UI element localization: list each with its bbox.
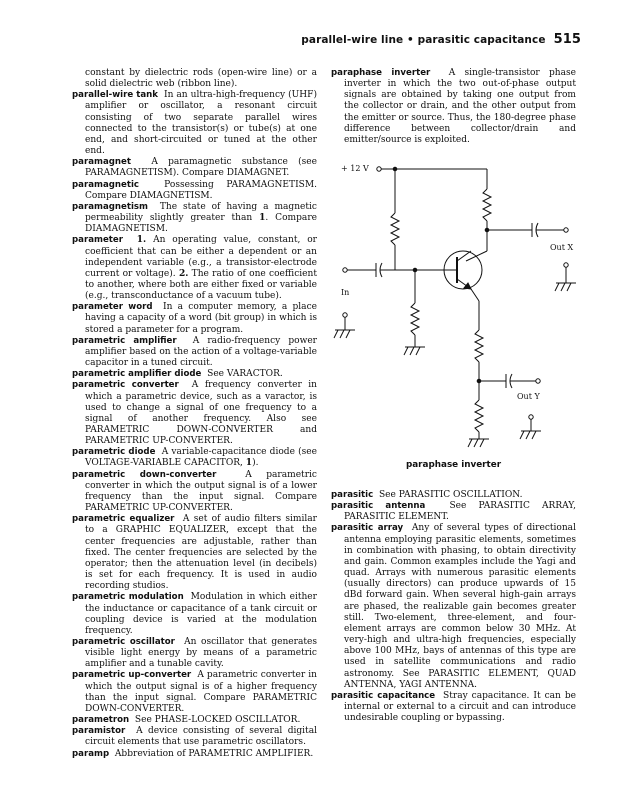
entry-text: A set of audio filters similar to a GRAPHIC EQUALIZER, except that the center frequencies are adjustable, rather than fixed. The center frequencies are selected by the operator; then the attenuation level (in decibels) is set for each frequency. It is used in audio recording studios. xyxy=(85,514,317,592)
entry-parasitic-array xyxy=(331,523,576,690)
entry-paraphase-inverter xyxy=(331,68,576,146)
headword: parasitic xyxy=(331,490,374,500)
headword: parasitic antenna xyxy=(331,501,426,512)
headword: paramagnetism xyxy=(72,201,148,212)
page-number: 515 xyxy=(553,32,581,47)
entry-parametric-equalizer xyxy=(72,514,317,592)
sense-number: 1 xyxy=(259,213,266,224)
entry-text: A radio-frequency power amplifier based on the action of a voltage-variable capacitor in a tuned circuit. xyxy=(85,335,317,369)
entry-text: . Compare DIAMAGNETISM. xyxy=(85,213,317,235)
paraphase-inverter-figure xyxy=(331,155,576,480)
entry-paramistor xyxy=(72,726,317,748)
entry-parametric-converter xyxy=(72,380,317,447)
entry-parametric-up-converter xyxy=(72,670,317,715)
entry-text: See PARASITIC ARRAY, PARASITIC ELEMENT. xyxy=(344,501,576,523)
entry-parametron xyxy=(72,715,317,726)
headword: parametric up-converter xyxy=(72,670,192,681)
entry-text: constant by dielectric rods (open-wire line) or a solid dielectric web (ribbon line). xyxy=(85,68,317,90)
entry-text: A device consisting of several digital circuit elements that use parametric oscillators. xyxy=(85,726,317,748)
right-column-lower xyxy=(331,490,576,724)
input-terminal xyxy=(343,268,347,272)
entry-paramagnetism xyxy=(72,202,317,235)
sense-number: 1. xyxy=(136,235,147,246)
sense-number: 1 xyxy=(245,458,253,469)
emitter-arrow xyxy=(464,283,471,289)
ground-hatch xyxy=(416,347,420,355)
headword: parameter xyxy=(72,235,123,246)
headword: parametric amplifier diode xyxy=(72,369,202,380)
headword: parametric diode xyxy=(72,447,156,458)
entry-text: A parametric converter in which the output signal is of a higher frequency than the input signal. Compare PARAMETRIC DOWN-CONVERTER. xyxy=(85,670,317,714)
headword: parametric oscillator xyxy=(72,636,175,647)
entry-text: An operating value, constant, or coefficient that can be either a dependent or an independent variable (e.g., a transistor-electrode current or voltage). xyxy=(85,235,317,279)
headword: parasitic array xyxy=(331,523,404,534)
ground-hatch xyxy=(555,283,559,291)
ground-hatch xyxy=(561,283,565,291)
ground-hatch xyxy=(346,330,350,338)
ground-hatch xyxy=(340,330,344,338)
emitter-resistor-lower xyxy=(475,400,483,432)
input-label: In xyxy=(341,288,350,297)
entry-text: The ratio of one coefficient to another, where both are either fixed or variable (e.g., transconductance of a vacuum tube). xyxy=(85,268,317,302)
headword: parametric down-converter xyxy=(72,469,217,480)
emitter-wire xyxy=(471,289,479,301)
entry-text: ). xyxy=(252,458,259,469)
ground-hatch xyxy=(520,431,524,439)
entry-parametric-amplifier-diode xyxy=(72,369,317,380)
headword: paramagnetic xyxy=(72,179,139,190)
headword: parametron xyxy=(72,715,130,726)
entry-text: A variable-capacitance diode (see VOLTAGE-VARIABLE CAPACITOR, xyxy=(85,447,317,469)
entry-parametric-down-converter xyxy=(72,470,317,515)
sense-number: 2. xyxy=(178,268,189,279)
figure-caption: paraphase inverter xyxy=(405,460,502,470)
entry-text: Abbreviation of PARAMETRIC AMPLIFIER. xyxy=(114,748,314,759)
entry-paramp xyxy=(72,749,317,760)
out-x-ground-terminal xyxy=(564,263,568,267)
entry-text: Stray capacitance. It can be internal or external to a circuit and can introduce undesirable coupling or bypassing. xyxy=(344,690,576,724)
headword: paramistor xyxy=(72,726,126,737)
right-column xyxy=(331,68,576,146)
entry-parallel-wire-tank xyxy=(72,90,317,157)
out-x-label: Out X xyxy=(550,243,574,252)
entry-parametric-diode xyxy=(72,447,317,469)
headword: parametric equalizer xyxy=(72,514,175,525)
entry-text: Modulation in which either the inductance or capacitance of a tank circuit or coupling device is varied at the modulation frequency. xyxy=(85,592,317,636)
entry-text: In a computer memory, a place having a capacity of a word (bit group) in which is stored a parameter for a program. xyxy=(85,302,317,335)
ground-hatch xyxy=(474,439,478,447)
ground-hatch xyxy=(334,330,338,338)
supply-label: + 12 V xyxy=(341,164,369,173)
entry-paramagnetic xyxy=(72,180,317,202)
entry-text: In an ultra-high-frequency (UHF) amplifier or oscillator, a resonant circuit consisting of two separate parallel wires connected to the transistor(s) or tube(s) at one end, and short-circuited or tuned at the other end. xyxy=(85,90,317,157)
headword: paraphase inverter xyxy=(331,68,431,78)
entry-text: An oscillator that generates visible light energy by means of a parametric amplifier and a tunable cavity. xyxy=(85,636,317,670)
headword: parasitic capacitance xyxy=(331,690,436,701)
ground-hatch xyxy=(404,347,408,355)
headword: parametric amplifier xyxy=(72,335,177,346)
out-y-ground-terminal xyxy=(529,415,533,419)
ground-hatch xyxy=(468,439,472,447)
entry-text: See PARASITIC OSCILLATION. xyxy=(378,490,523,500)
headword: parametric modulation xyxy=(72,592,184,603)
ground-hatch xyxy=(410,347,414,355)
entry-text: Any of several types of directional antenna employing parasitic elements, sometimes in combination with phasing, to obtain directivity and gain. Common examples include the Yagi and quad. Arrays with numerous parasitic elements (usually directors) can produce upwards of 15 dBd forward gain. When several high-gain arrays are phased, the realizable gain becomes greater still. Two-element, three-element, and four-element arrays are common below 30 MHz. At very-high and ultra-high frequencies, especially above 100 MHz, bays of antennas of this type are used in satellite communications and radio astronomy. See PARASITIC ELEMENT, QUAD ANTENNA, YAGI ANTENNA. xyxy=(344,523,576,690)
ground-hatch xyxy=(480,439,484,447)
collector-resistor xyxy=(483,189,491,221)
entry-parametric-oscillator xyxy=(72,637,317,670)
circuit-diagram xyxy=(331,155,576,455)
entry-parasitic xyxy=(331,490,576,501)
out-x-terminal xyxy=(564,228,568,232)
headword: parallel-wire tank xyxy=(72,90,159,101)
entry-paramagnet xyxy=(72,157,317,179)
supply-terminal xyxy=(377,167,381,171)
entry-parameter-word xyxy=(72,302,317,335)
entry-parameter xyxy=(72,235,317,302)
entry-text: A frequency converter in which a parametric device, such as a varactor, is used to change a signal of one frequency to a signal of another frequency. Also see PARAMETRIC DOWN-CONVERTER and PARAMETRIC UP-CONVERTER. xyxy=(85,380,318,447)
bias-resistor-upper xyxy=(391,213,399,245)
emitter-resistor xyxy=(475,330,483,362)
entry-parametric-amplifier xyxy=(72,336,317,369)
entry-continuation xyxy=(72,68,317,90)
entry-text: See VARACTOR. xyxy=(207,369,283,380)
entry-text: The state of having a magnetic permeability slightly greater than xyxy=(85,201,317,224)
out-y-terminal xyxy=(536,379,540,383)
ground-hatch xyxy=(532,431,536,439)
out-y-label: Out Y xyxy=(517,392,540,401)
entry-text: A single-transistor phase inverter in which the two out-of-phase output signals are obtained by taking one output from the collector or drain, and the other output from the emitter or source. Thus, the 180-degree phase difference between collector/drain and emitter/source is exploited. xyxy=(344,68,576,145)
entry-parametric-modulation xyxy=(72,592,317,637)
running-head xyxy=(301,32,581,47)
ground-hatch xyxy=(567,283,571,291)
headword: paramagnet xyxy=(72,157,131,168)
running-title: parallel-wire line • parasitic capacitance xyxy=(301,34,546,46)
bias-resistor-lower xyxy=(411,303,419,335)
left-column xyxy=(72,68,317,760)
entry-parasitic-capacitance xyxy=(331,691,576,724)
headword: parametric converter xyxy=(72,380,179,391)
headword: paramp xyxy=(72,748,110,759)
input-ground-terminal xyxy=(343,313,347,317)
entry-text: Possessing PARAMAGNETISM. Compare DIAMAGNETISM. xyxy=(85,179,317,201)
entry-text: A parametric converter in which the output signal is of a lower frequency than the input signal. Compare PARAMETRIC UP-CONVERTER. xyxy=(85,469,317,514)
entry-text: See PHASE-LOCKED OSCILLATOR. xyxy=(134,715,301,726)
entry-parasitic-antenna xyxy=(331,501,576,523)
entry-text: A paramagnetic substance (see PARAMAGNETISM). Compare DIAMAGNET. xyxy=(85,157,317,179)
ground-hatch xyxy=(526,431,530,439)
headword: parameter word xyxy=(72,302,153,313)
